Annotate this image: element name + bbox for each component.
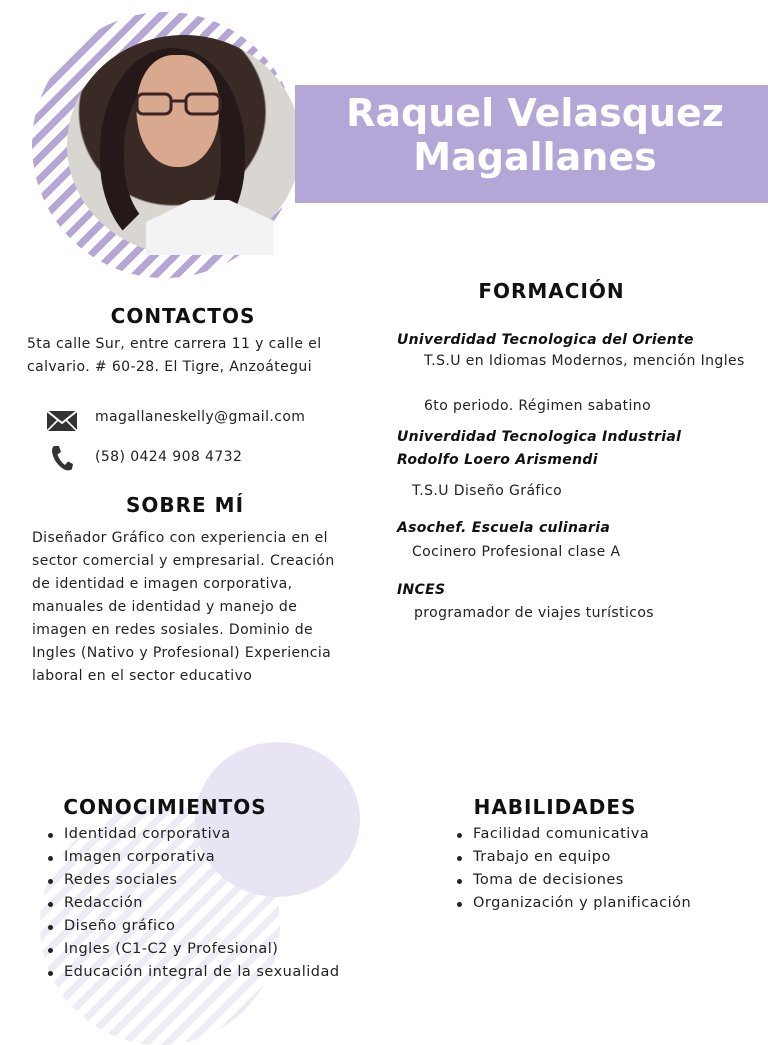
formacion-heading: FORMACIÓN bbox=[478, 279, 625, 303]
formacion-institution: Univerdidad Tecnologica del Oriente bbox=[397, 332, 694, 348]
sobre-mi-heading: SOBRE MÍ bbox=[125, 493, 245, 517]
profile-photo-glasses bbox=[134, 91, 224, 116]
formacion-degree: Cocinero Profesional clase A bbox=[412, 544, 621, 560]
sobre-mi-text: Diseñador Gráfico con experiencia en el sector comercial y empresarial. Creación de identidad e imagen corporativa, manuales de identidad y manejo de imagen en redes sosiales. Dominio de Ingles (Nativo y Profesional) Experiencia laboral en el sector educativo bbox=[32, 530, 335, 684]
name-line-1: Raquel Velasquez bbox=[346, 91, 724, 135]
name-line-2: Magallanes bbox=[413, 135, 657, 179]
formacion-degree: programador de viajes turísticos bbox=[414, 605, 654, 621]
list-item: Diseño gráfico bbox=[64, 915, 394, 938]
conocimientos-heading: CONOCIMIENTOS bbox=[63, 795, 267, 819]
formacion-degree: 6to periodo. Régimen sabatino bbox=[424, 398, 652, 414]
list-item: Redacción bbox=[64, 892, 394, 915]
formacion-institution: Univerdidad Tecnologica Industrial Rodolfo Loero Arismendi bbox=[397, 429, 682, 468]
formacion-institution: Asochef. Escuela culinaria bbox=[397, 520, 611, 536]
list-item: Ingles (C1-C2 y Profesional) bbox=[64, 938, 394, 961]
list-item: Imagen corporativa bbox=[64, 846, 394, 869]
formacion-institution: INCES bbox=[397, 582, 446, 598]
list-item: Identidad corporativa bbox=[64, 823, 394, 846]
list-item: Trabajo en equipo bbox=[473, 846, 768, 869]
contact-email: magallaneskelly@gmail.com bbox=[95, 409, 306, 425]
contact-address: 5ta calle Sur, entre carrera 11 y calle el calvario. # 60-28. El Tigre, Anzoátegui bbox=[27, 336, 322, 375]
list-item: Educación integral de la sexualidad bbox=[64, 961, 394, 984]
formacion-degree: T.S.U Diseño Gráfico bbox=[412, 483, 563, 499]
contactos-heading: CONTACTOS bbox=[110, 304, 256, 328]
list-item: Facilidad comunicativa bbox=[473, 823, 768, 846]
list-item: Redes sociales bbox=[64, 869, 394, 892]
full-name bbox=[300, 91, 768, 179]
list-item: Organización y planificación bbox=[473, 892, 768, 915]
formacion-degree: T.S.U en Idiomas Modernos, mención Ingles bbox=[424, 353, 745, 369]
envelope-icon bbox=[46, 410, 78, 432]
conocimientos-list bbox=[47, 823, 394, 984]
contact-phone: (58) 0424 908 4732 bbox=[95, 449, 243, 465]
habilidades-heading: HABILIDADES bbox=[473, 795, 637, 819]
habilidades-list bbox=[456, 823, 768, 915]
list-item: Toma de decisiones bbox=[473, 869, 768, 892]
phone-icon bbox=[50, 444, 74, 472]
